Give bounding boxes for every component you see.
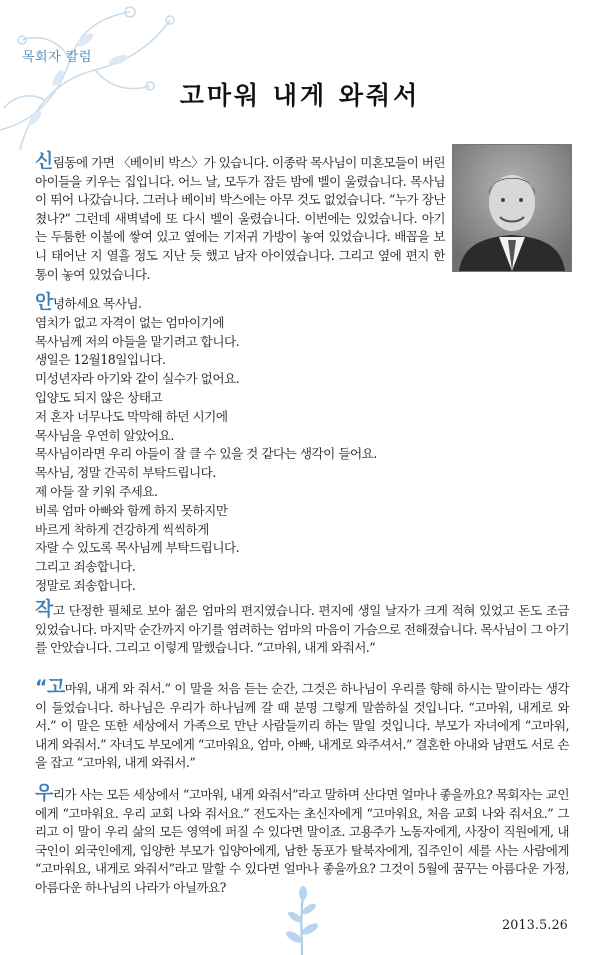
article-paragraph-4 — [35, 678, 569, 773]
letter-line: 목사님께 저의 아들을 맡기려고 합니다. — [35, 333, 240, 349]
article-paragraph-1 — [35, 152, 445, 284]
column-label: 목회자 칼럼 — [22, 50, 92, 65]
letter-text — [35, 293, 569, 596]
letter-line: 목사님을 우연히 알았어요. — [35, 427, 174, 443]
letter-line: 미성년자라 아기와 같이 실수가 없어요. — [35, 371, 240, 387]
pastor-portrait — [452, 144, 572, 272]
dropcap: 안 — [35, 291, 53, 313]
publish-date: 2013.5.26 — [502, 917, 568, 932]
article-paragraph-3 — [35, 600, 569, 658]
article-paragraph-5 — [35, 784, 569, 898]
dropcap: 우 — [35, 782, 53, 804]
paragraph-text: 림동에 가면 〈베이비 박스〉가 있습니다. 이종락 목사님이 미혼모들이 버린 아이들을 키우는 집입니다. 어느 날, 모두가 잠든 밤에 벨이 울렸습니다. 목사님이 뛰어 나갔습니다. 그러나 베이비 박스에는 아무 것도 없었습니다. “누가 장난쳤나?” 그런데 새벽녘에 또 다시 벨이 울렸습니다. 이번에는 있었습니다. 아기는 두툼한 이불에 쌓여 있고 옆에는 기저귀 가방이 놓여 있었습니다. 배꼽을 보니 태어난 지 열흘 정도 지난 듯 했고 남자 아이였습니다. 그리고 옆에 편지 한 통이 놓여 있었습니다. — [35, 155, 445, 282]
letter-line: 염치가 없고 자격이 없는 엄마이기에 — [35, 314, 224, 330]
paragraph-text: 마워, 내게 와 줘서.” 이 말을 처음 듣는 순간, 그것은 하나님이 우리를 향해 하시는 말이라는 생각이 들었습니다. 하나님은 우리가 하나님께 갈 때 분명 그렇게 말씀하실 것입니다. “고마워, 내게로 와서.” 이 말은 또한 세상에서 가족으로 만난 사람들끼리 하는 말일 것입니다. 부모가 자녀에게 “고마워, 내게 와줘서.” 자녀도 부모에게 “고마워요, 엄마, 아빠, 내게로 와주셔서.” 결혼한 아내와 남편도 서로 손을 잡고 “고마워, 내게 와줘서.” — [35, 681, 569, 771]
letter-line: 자랄 수 있도록 목사님께 부탁드립니다. — [35, 540, 240, 556]
letter-line: 저 혼자 너무나도 막막해 하던 시기에 — [35, 408, 228, 424]
letter-line: 목사님, 정말 간곡히 부탁드립니다. — [35, 465, 216, 481]
paragraph-text: 리가 사는 모든 세상에서 “고마워, 내게 와줘서”라고 말하며 산다면 얼마나 좋을까요? 목회자는 교인에게 “고마워요. 우리 교회 나와 줘서요.” 전도자는 초신자에게 “고마워요, 처음 교회 나와 줘서요.” 그리고 이 말이 우리 삶의 모든 영역에 퍼질 수 있다면 말이죠. 고용주가 노동자에게, 사장이 직원에게, 내국인이 외국인에게, 입양한 부모가 입양아에게, 남한 동포가 탈북자에게, 집주인이 세를 사는 사람에게 “고마워요, 내게로 와줘서”라고 말할 수 있다면 얼마나 좋을까요? 그것이 5월에 꿈꾸는 아름다운 가정, 아름다운 하나님의 나라가 아닐까요? — [35, 787, 569, 895]
dropcap: 작 — [35, 598, 53, 620]
letter-line: 입양도 되지 않은 상태고 — [35, 389, 163, 405]
letter-line: 목사님이라면 우리 아들이 잘 클 수 있을 것 같다는 생각이 들어요. — [35, 446, 377, 462]
dropcap: 신 — [35, 150, 53, 172]
paragraph-text: 고 단정한 필체로 보아 젊은 엄마의 편지였습니다. 편지에 생일 날자가 크게 적혀 있었고 돈도 조금 있었습니다. 마지막 순간까지 아기를 염려하는 엄마의 마음이 가슴으로 전해졌습니다. 목사님이 그 아기를 안았습니다. 그리고 이렇게 말했습니다. “고마워, 내게 와줘서.” — [35, 603, 569, 656]
plant-sprout-icon — [276, 885, 328, 955]
letter-line: 생일은 12월18일입니다. — [35, 352, 166, 368]
page-title: 고마워 내게 와줘서 — [179, 81, 421, 110]
letter-line: 바르게 착하게 건강하게 씩씩하게 — [35, 521, 209, 537]
floral-ornament-icon — [0, 0, 200, 150]
dropcap: “고 — [35, 676, 65, 698]
letter-line: 정말로 죄송합니다. — [35, 577, 136, 593]
letter-line: 비록 엄마 아빠와 함께 하지 못하지만 — [35, 502, 228, 518]
letter-line: 제 아들 잘 키워 주세요. — [35, 483, 158, 499]
letter-line: 그리고 죄송합니다. — [35, 559, 136, 575]
letter-line: 안녕하세요 목사님. — [35, 291, 142, 313]
